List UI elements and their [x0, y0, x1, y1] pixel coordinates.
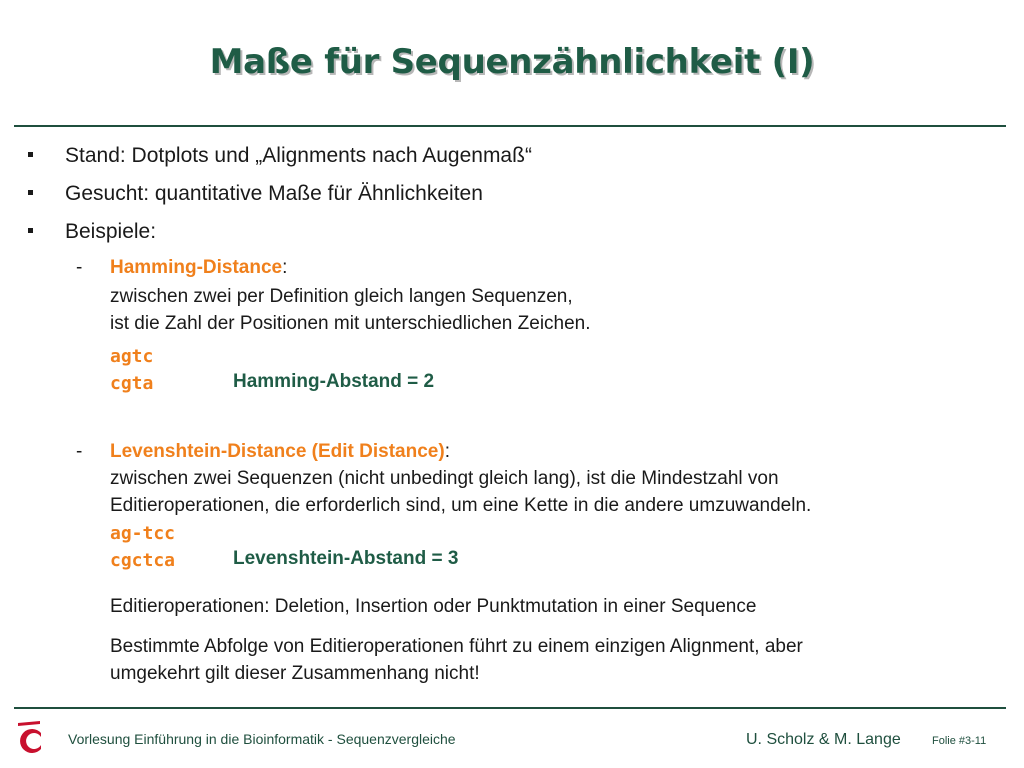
hamming-colon: :: [282, 257, 288, 278]
hamming-heading: [76, 257, 287, 279]
hamming-result: Hamming-Abstand = 2: [233, 371, 435, 392]
bullet-square-icon: [28, 228, 33, 233]
title-divider: [14, 125, 1006, 127]
hamming-seq1: agtc: [110, 346, 154, 367]
levenshtein-colon: :: [444, 441, 450, 462]
bullet-item-stand: [28, 144, 532, 168]
levenshtein-heading: [76, 441, 450, 463]
hamming-definition-line1: zwischen zwei per Definition gleich langen Sequenzen,: [110, 286, 573, 307]
alignment-note-line1: Bestimmte Abfolge von Editieroperationen führt zu einem einzigen Alignment, aber: [110, 636, 803, 657]
levenshtein-term: Levenshtein-Distance (Edit Distance): [110, 441, 445, 462]
bullet-text: Stand: Dotplots und „Alignments nach Augenmaß“: [65, 144, 532, 167]
bullet-text: Gesucht: quantitative Maße für Ähnlichkeiten: [65, 182, 483, 205]
edit-operations-text: Editieroperationen: Deletion, Insertion oder Punktmutation in einer Sequence: [110, 596, 757, 617]
levenshtein-definition-line1: zwischen zwei Sequenzen (nicht unbedingt gleich lang), ist die Mindestzahl von: [110, 468, 779, 489]
bullet-item-beispiele: [28, 220, 156, 244]
levenshtein-seq1: ag-tcc: [110, 523, 176, 544]
footer-authors: U. Scholz & M. Lange: [746, 731, 901, 748]
bullet-square-icon: [28, 152, 33, 157]
bullet-item-gesucht: [28, 182, 483, 206]
levenshtein-result: Levenshtein-Abstand = 3: [233, 548, 459, 569]
hamming-term: Hamming-Distance: [110, 257, 283, 278]
footer-course-title: Vorlesung Einführung in die Bioinformatik - Sequenzvergleiche: [68, 731, 456, 747]
hamming-seq2: cgta: [110, 373, 154, 394]
bullet-square-icon: [28, 190, 33, 195]
footer-slide-number: Folie #3-11: [932, 735, 987, 747]
levenshtein-definition-line2: Editieroperationen, die erforderlich sind, um eine Kette in die andere umzuwandeln.: [110, 495, 812, 516]
university-logo-icon: [14, 716, 44, 756]
alignment-note-line2: umgekehrt gilt dieser Zusammenhang nicht!: [110, 663, 480, 684]
footer-divider: [14, 707, 1006, 709]
slide-title: Maße für Sequenzähnlichkeit (I): [209, 42, 815, 82]
dash-marker: -: [76, 257, 83, 278]
hamming-definition-line2: ist die Zahl der Positionen mit unterschiedlichen Zeichen.: [110, 313, 591, 334]
levenshtein-seq2: cgctca: [110, 550, 176, 571]
bullet-text: Beispiele:: [65, 220, 157, 243]
dash-marker: -: [76, 441, 83, 462]
